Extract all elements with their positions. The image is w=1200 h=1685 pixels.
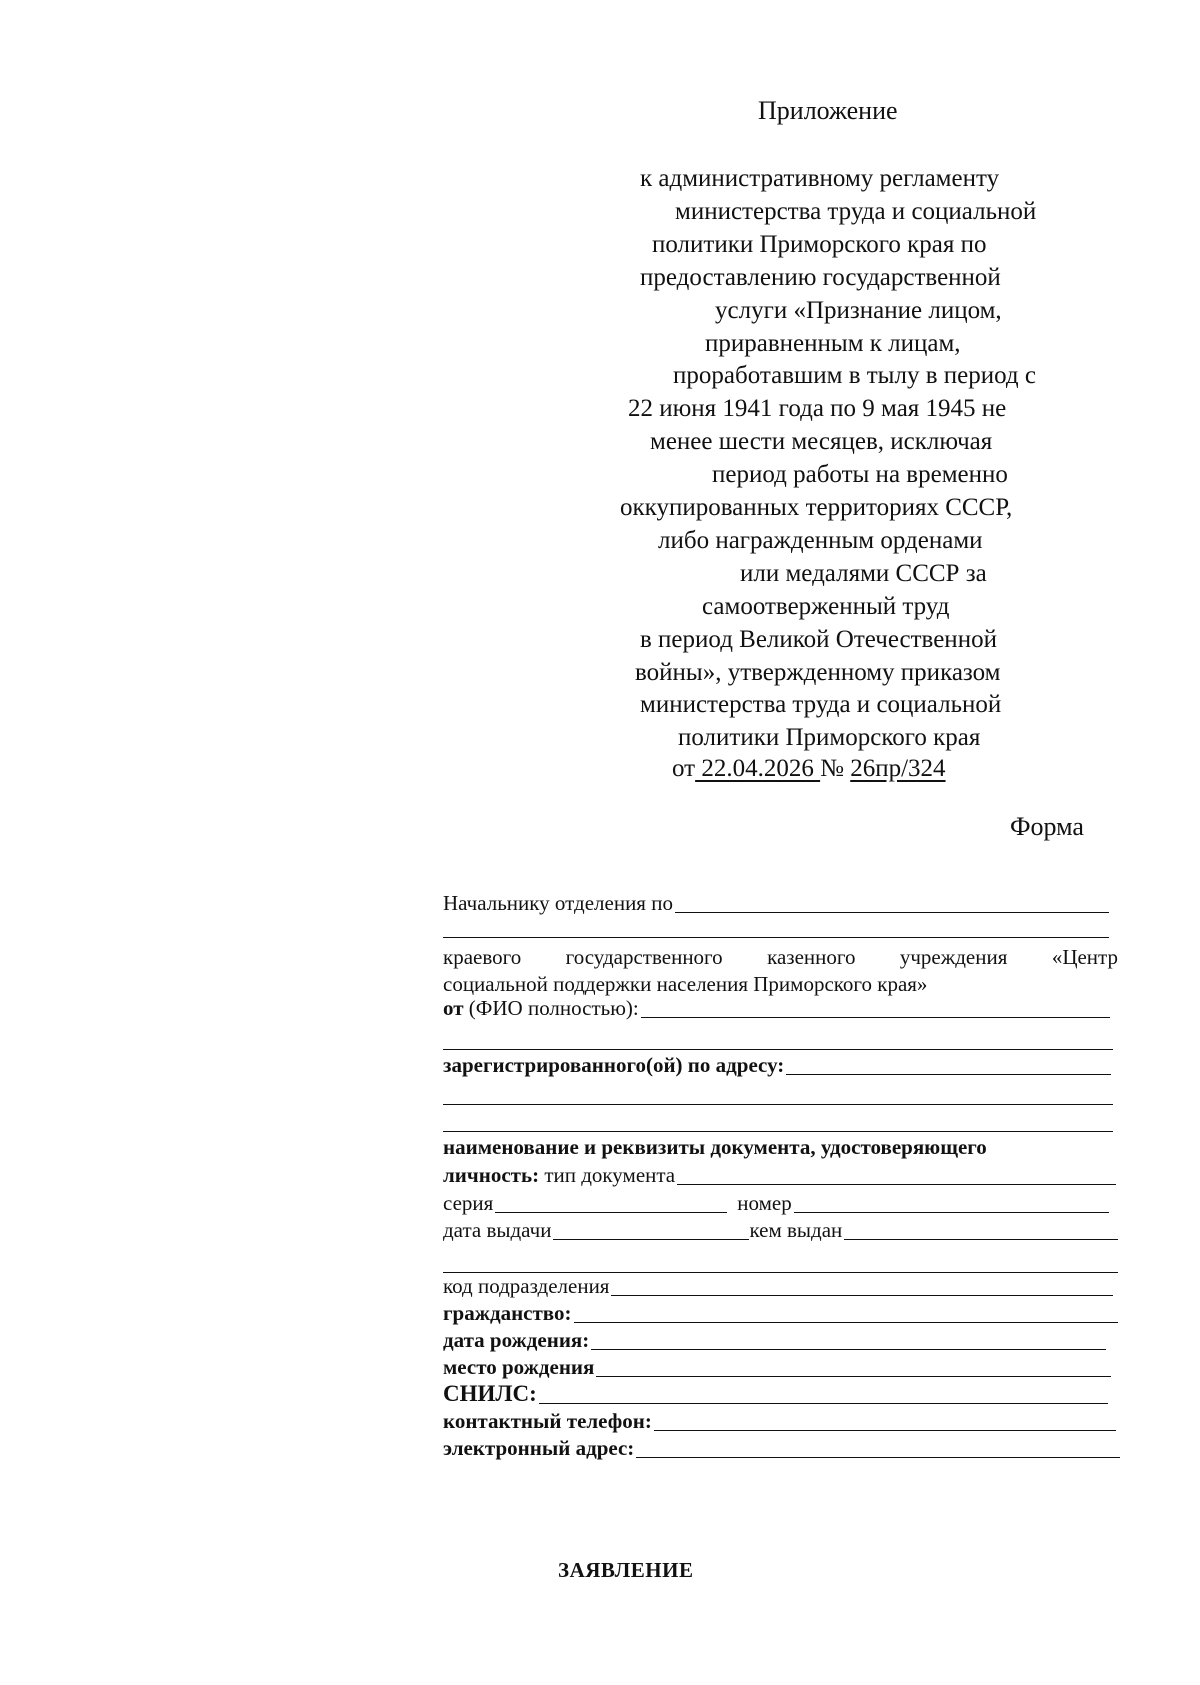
institution-line-1 (443, 945, 1118, 970)
regulation-line: самоотверженный труд (702, 592, 950, 620)
document-type-label: личность: тип документа (443, 1163, 676, 1187)
regulation-line: оккупированных территориях СССР, (620, 494, 1013, 521)
series-number-row (443, 1190, 1109, 1216)
birth-date-field[interactable] (591, 1329, 1106, 1350)
regulation-line: к административному регламенту (640, 165, 1000, 192)
appendix-title: Приложение (758, 96, 898, 125)
head-of-department-row (443, 890, 1109, 916)
issue-date-label: дата выдачи (443, 1218, 552, 1242)
birth-place-label: место рождения (443, 1355, 595, 1379)
birth-date-row (443, 1327, 1106, 1353)
document-type-row (443, 1162, 1116, 1188)
department-field[interactable] (675, 892, 1109, 913)
phone-row (443, 1408, 1116, 1434)
institution-line-2: социальной поддержки населения Приморского края» (443, 972, 928, 996)
head-of-department-label: Начальнику отделения по (443, 891, 673, 915)
division-code-row (443, 1273, 1113, 1299)
regulation-line: проработавшим в тылу в период с (673, 362, 1036, 390)
phone-field[interactable] (654, 1410, 1116, 1431)
document-type-field[interactable] (677, 1164, 1116, 1185)
id-document-heading: наименование и реквизиты документа, удостоверяющего (443, 1135, 987, 1159)
address-field-line-2[interactable] (443, 1104, 1113, 1105)
institution-word: государственного (565, 945, 723, 969)
regulation-line: в период Великой Отечественной (640, 625, 997, 653)
statement-title: ЗАЯВЛЕНИЕ (558, 1558, 694, 1582)
institution-word: «Центр (1051, 945, 1118, 969)
full-name-label: от (ФИО полностью): (443, 996, 639, 1020)
regulation-line: предоставлению государственной (640, 263, 1001, 291)
division-code-field[interactable] (611, 1275, 1113, 1296)
regulation-line: министерства труда и социальной (675, 197, 1037, 225)
address-label: зарегистрированного(ой) по адресу: (443, 1053, 785, 1077)
citizenship-row (443, 1300, 1118, 1326)
order-date: 22.04.2026 (695, 755, 821, 782)
department-field-line-2[interactable] (443, 937, 1109, 938)
citizenship-field[interactable] (574, 1302, 1119, 1323)
institution-word: краевого (443, 945, 522, 969)
citizenship-label: гражданство: (443, 1301, 572, 1325)
regulation-line: или медалями СССР за (740, 559, 987, 587)
email-label: электронный адрес: (443, 1436, 635, 1460)
regulation-line: войны», утвержденному приказом (635, 658, 1001, 686)
birth-date-label: дата рождения: (443, 1328, 590, 1352)
full-name-row (443, 995, 1110, 1021)
address-field[interactable] (786, 1054, 1111, 1075)
phone-label: контактный телефон: (443, 1409, 652, 1433)
order-number: 26пр/324 (850, 755, 946, 782)
email-field[interactable] (636, 1437, 1120, 1458)
issued-by-field[interactable] (844, 1219, 1118, 1240)
series-field[interactable] (495, 1192, 727, 1213)
snils-label: СНИЛС: (443, 1381, 537, 1406)
address-field-line-3[interactable] (443, 1131, 1113, 1132)
regulation-line: политики Приморского края по (652, 230, 987, 258)
regulation-line: приравненным к лицам, (705, 329, 961, 357)
address-row (443, 1052, 1111, 1078)
issue-date-field[interactable] (553, 1219, 749, 1240)
division-code-label: код подразделения (443, 1274, 610, 1298)
order-number-sign: № (820, 755, 851, 782)
regulation-line: период работы на временно (712, 461, 1008, 489)
regulation-line: услуги «Признание лицом, (715, 296, 1002, 324)
number-label: номер (737, 1191, 792, 1215)
regulation-line: 22 июня 1941 года по 9 мая 1945 не (628, 395, 1007, 423)
snils-row (443, 1381, 1108, 1407)
institution-word: казенного (767, 945, 856, 969)
snils-field[interactable] (539, 1383, 1108, 1404)
order-prefix: от (672, 755, 696, 782)
regulation-line: политики Приморского края (678, 724, 981, 752)
form-label: Форма (1010, 812, 1084, 841)
full-name-field[interactable] (641, 997, 1110, 1018)
birth-place-row (443, 1354, 1111, 1380)
birth-place-field[interactable] (596, 1356, 1111, 1377)
series-label: серия (443, 1191, 494, 1215)
regulation-line: министерства труда и социальной (640, 691, 1002, 719)
issued-by-label: кем выдан (749, 1218, 843, 1242)
order-reference (672, 753, 946, 785)
regulation-line: либо награжденным орденами (658, 526, 983, 554)
full-name-field-line-2[interactable] (443, 1049, 1113, 1050)
issue-row (443, 1217, 1118, 1243)
regulation-line: менее шести месяцев, исключая (650, 428, 993, 456)
email-row (443, 1435, 1120, 1461)
number-field[interactable] (794, 1192, 1109, 1213)
institution-word: учреждения (899, 945, 1008, 969)
